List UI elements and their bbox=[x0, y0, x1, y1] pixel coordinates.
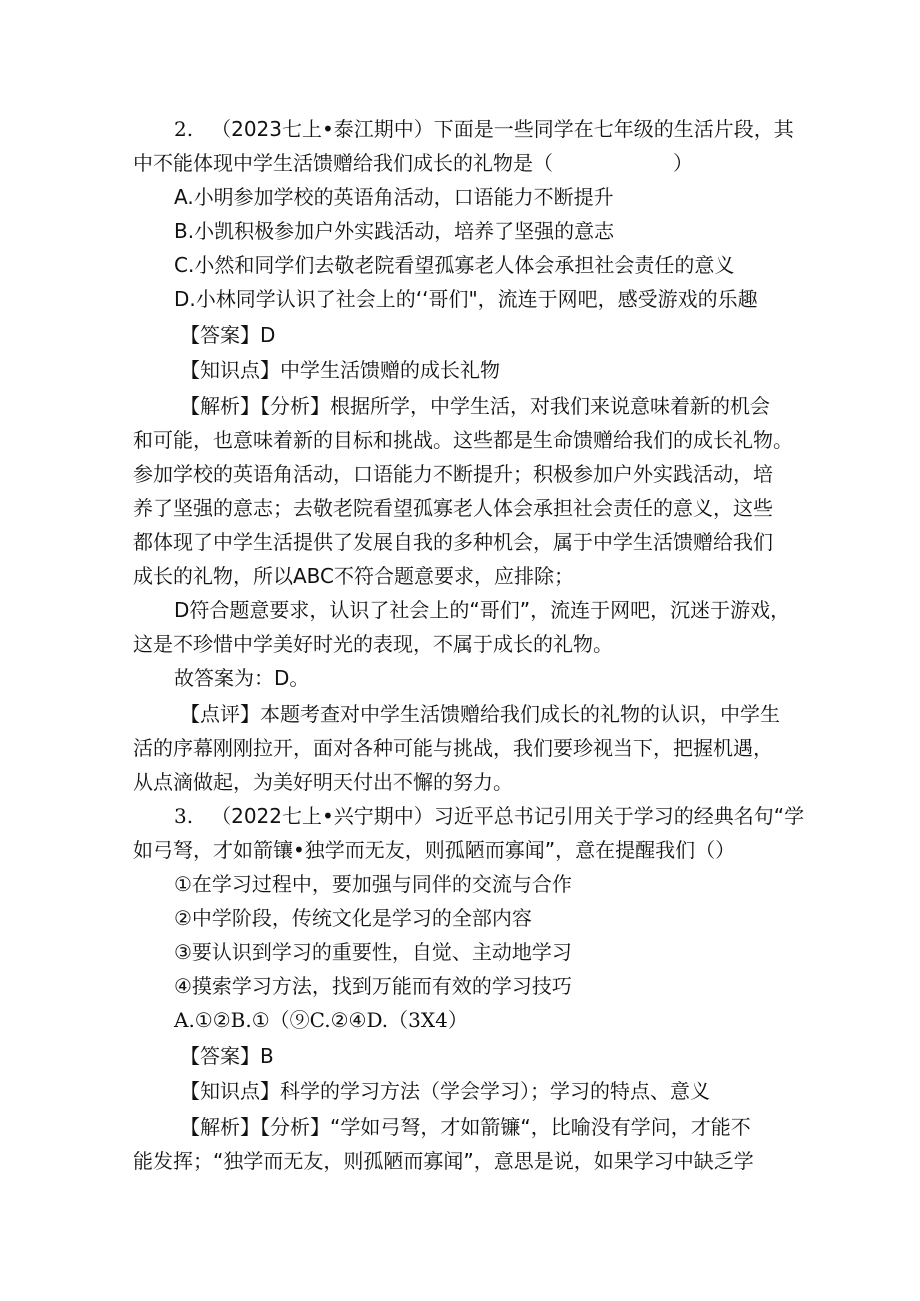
question-2-option-d: D.小林同学认识了社会上的‘‘哥们"，流连于网吧，感受游戏的乐趣 bbox=[174, 287, 758, 311]
question-2-comment-line: 活的序幕刚刚拉开，面对各种可能与挑战，我们要珍视当下，把握机遇， bbox=[133, 736, 773, 760]
question-3-statement-2: ②中学阶段，传统文化是学习的全部内容 bbox=[174, 906, 532, 930]
question-3-stem-text-1: （2022七上•兴宁期中）习近平总书记引用关于学习的经典名句“学 bbox=[211, 804, 805, 828]
question-2-knowledge-point: 【知识点】中学生活馈赠的成长礼物 bbox=[180, 358, 500, 382]
question-2-stem-line-2: 中不能体现中学生活馈赠给我们成长的礼物是（ ） bbox=[133, 151, 693, 175]
question-3-statement-4: ④摸索学习方法，找到万能而有效的学习技巧 bbox=[174, 974, 572, 998]
question-2-analysis-line: D符合题意要求，认识了社会上的“哥们”，流连于网吧，沉迷于游戏， bbox=[174, 598, 791, 622]
question-2-analysis-line: 这是不珍惜中学美好时光的表现，不属于成长的礼物。 bbox=[133, 632, 613, 656]
question-2-comment-line: 从点滴做起，为美好明天付出不懈的努力。 bbox=[133, 770, 513, 794]
question-3-statement-1: ①在学习过程中，要加强与同伴的交流与合作 bbox=[174, 872, 572, 896]
question-2-final-answer: 故答案为：D。 bbox=[174, 666, 310, 690]
question-2-option-a: A.小明参加学校的英语角活动，口语能力不断提升 bbox=[174, 185, 614, 209]
question-3-stem-line-2: 如弓弩，才如箭镶•独学而无友，则孤陋而寡闻”，意在提醒我们（） bbox=[133, 838, 736, 862]
question-2-analysis-line: 成长的礼物，所以ABC不符合题意要求，应排除； bbox=[133, 564, 575, 588]
question-2-analysis-line: 【解析】【分析】根据所学，中学生活，对我们来说意味着新的机会 bbox=[180, 394, 770, 418]
question-3-knowledge-point: 【知识点】科学的学习方法（学会学习）；学习的特点、意义 bbox=[180, 1079, 710, 1103]
question-3-options: A.①②B.①（⑨C.②④D.（3X4） bbox=[174, 1008, 468, 1032]
question-2-analysis-line: 养了坚强的意志；去敬老院看望孤寡老人体会承担社会责任的意义，这些 bbox=[133, 496, 773, 520]
question-3-analysis-line: 【解析】【分析】“学如弓弩，才如箭镰“，比喻没有学问，才能不 bbox=[180, 1115, 751, 1139]
question-2-analysis-line: 参加学校的英语角活动，口语能力不断提升；积极参加户外实践活动，培 bbox=[133, 462, 773, 486]
question-3-stem-line-1 bbox=[174, 799, 804, 833]
question-2-analysis-line: 都体现了中学生活提供了发展自我的多种机会，属于中学生活馈赠给我们 bbox=[133, 530, 773, 554]
question-2-answer: 【答案】D bbox=[180, 323, 276, 347]
question-2-option-c: C.小然和同学们去敬老院看望孤寡老人体会承担社会责任的意义 bbox=[174, 253, 735, 277]
question-3-answer: 【答案】B bbox=[180, 1044, 274, 1068]
question-3-statement-3: ③要认识到学习的重要性，自觉、主动地学习 bbox=[174, 940, 572, 964]
question-2-analysis-line: 和可能，也意味着新的目标和挑战。这些都是生命馈赠给我们的成长礼物。 bbox=[133, 428, 793, 452]
question-3-number: 3. bbox=[174, 804, 194, 828]
question-2-stem-text-1: （2023七上•泰江期中）下面是一些同学在七年级的生活片段，其 bbox=[211, 117, 794, 141]
question-3-analysis-line: 能发挥；“独学而无友，则孤陋而寡闻”，意思是说，如果学习中缺乏学 bbox=[133, 1149, 754, 1173]
question-2-option-b: B.小凯积极参加户外实践活动，培养了坚强的意志 bbox=[174, 219, 615, 243]
question-2-number: 2. bbox=[174, 117, 194, 141]
question-2-comment-line: 【点评】本题考查对中学生活馈赠给我们成长的礼物的认识，中学生 bbox=[180, 702, 780, 726]
question-2-stem-line-1 bbox=[174, 112, 794, 146]
